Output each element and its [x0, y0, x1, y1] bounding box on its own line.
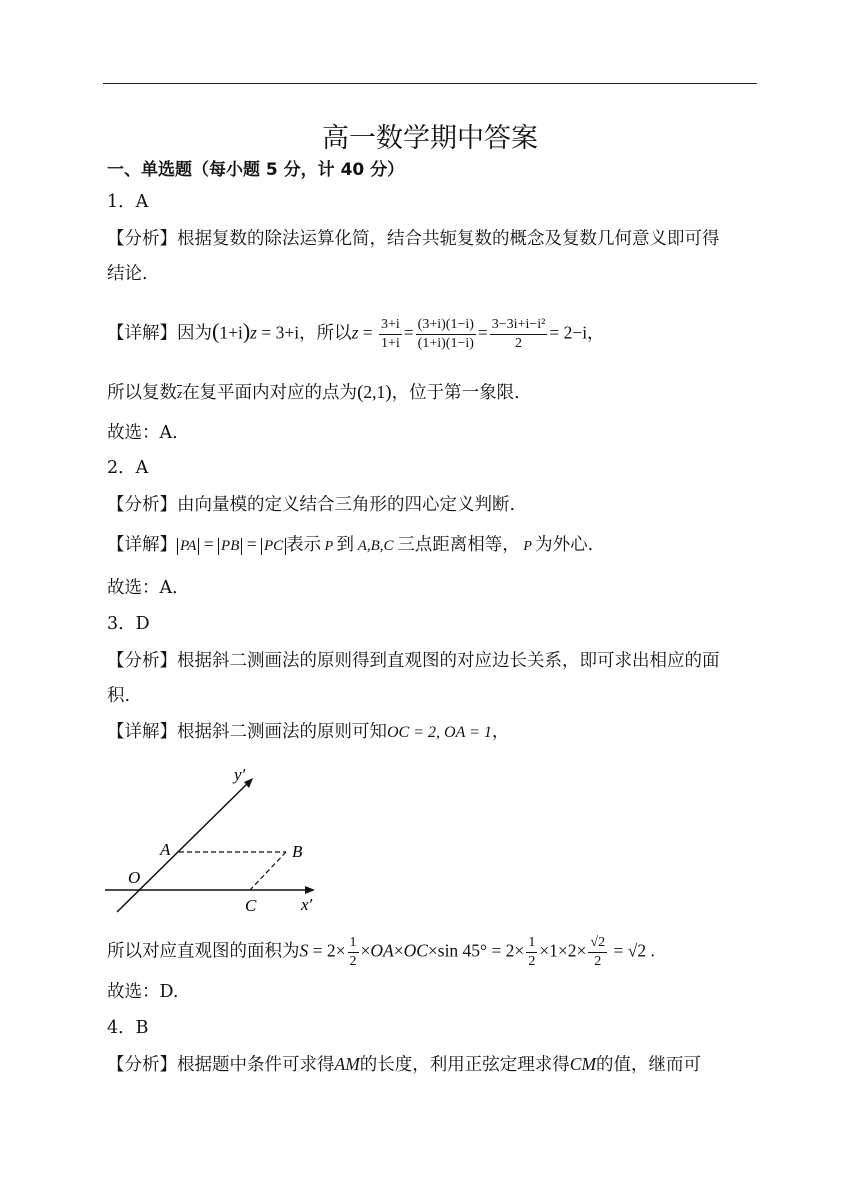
- q4-analysis-cm: CM: [569, 1054, 597, 1074]
- oblique-projection-diagram: [103, 760, 333, 920]
- page-title: 高一数学期中答案: [322, 123, 538, 154]
- point-a-label: A: [160, 840, 171, 859]
- q3-analysis: 【分析】根据斜二测画法的原则得到直观图的对应边长关系，即可求出相应的面: [107, 651, 720, 671]
- x-axis-label: x′: [301, 895, 313, 914]
- q3-detail-math: OC = 2, OA = 1: [387, 724, 492, 741]
- q2-choice: 故选：A．: [107, 578, 190, 598]
- header-rule: [103, 83, 757, 84]
- q2-detail-mid: 表示: [286, 535, 322, 555]
- q1-detail-line2: 所以复数$\overline{z}$在复平面内对应的点为(2,1)，位于第一象限.: [107, 382, 520, 403]
- q2-analysis: 【分析】由向量模的定义结合三角形的四心定义判断.: [107, 495, 516, 515]
- q1-detail-line2-c: ，位于第一象限.: [391, 383, 520, 403]
- q4-analysis: [107, 1056, 701, 1075]
- q2-label: 2．A: [107, 458, 149, 478]
- y-axis-line: [117, 780, 251, 912]
- q4-analysis-am: AM: [334, 1054, 360, 1074]
- q1-detail-line2-b: 在复平面内对应的点为: [182, 383, 358, 403]
- q2-detail-prefix: 【详解】: [107, 535, 177, 555]
- q2-detail-end: 为外心.: [535, 535, 594, 555]
- q4-label: 4．B: [107, 1018, 149, 1038]
- q3-detail-text: 【详解】根据斜二测画法的原则可知: [107, 722, 387, 742]
- x-axis-arrow: [305, 886, 315, 894]
- q2-detail-mid3: 三点距离相等，: [397, 535, 520, 555]
- q3-choice: 故选：D.: [107, 982, 179, 1002]
- q1-detail-prefix: 【详解】因为: [107, 323, 212, 344]
- section-heading: 一、单选题（每小题 5 分，计 40 分）: [107, 160, 405, 180]
- q1-detail-mid: ，所以: [299, 323, 352, 344]
- segment-bc: [250, 852, 286, 890]
- q4-analysis-b: 的长度，利用正弦定理求得: [359, 1055, 570, 1075]
- q2-detail-mid2: 到: [336, 535, 354, 555]
- q3-label: 3．D: [107, 614, 150, 634]
- point-c-label: C: [245, 896, 257, 915]
- q3-area-prefix: 所以对应直观图的面积为: [107, 941, 300, 962]
- q3-detail: 【详解】根据斜二测画法的原则可知OC = 2, OA = 1，: [107, 722, 510, 742]
- q1-analysis: 【分析】根据复数的除法运算化简，结合共轭复数的概念及复数几何意义即可得: [107, 229, 720, 249]
- q1-detail-line2-a: 所以复数: [107, 383, 177, 403]
- point-b-label: B: [292, 842, 303, 861]
- q3-analysis-cont: 积.: [107, 686, 131, 706]
- q1-detail: 【详解】因为(1+i)z = 3+i，所以z = $\frac{3+i}{1+i}$ = $\frac{(3+i)(1-i)}{(1+i)(1-i)}$ = $\frac{\text{3−3i+i−i²}}{2}$ = 2−i，: [107, 317, 605, 351]
- q3-area: 所以对应直观图的面积为S = 2× $\frac{1}{2}$ ×OA×OC×sin 45° = 2× $\frac{1}{2}$ ×1×2× $\frac{√2}{2}$ = √2 .: [107, 935, 655, 969]
- q4-analysis-a: 【分析】根据题中条件可求得: [107, 1055, 335, 1075]
- point-o-label: O: [128, 868, 141, 887]
- q1-choice: 故选：A.: [107, 423, 178, 443]
- q4-analysis-c: 的值，继而可: [596, 1055, 702, 1075]
- q2-detail: 【详解】 PA = PB = PC 表示 P 到 A,B,C 三点距离相等， P 为外心.: [107, 534, 594, 555]
- q1-analysis-cont: 结论.: [107, 264, 148, 284]
- q1-label: 1．A: [107, 192, 149, 212]
- y-axis-label: y′: [234, 765, 246, 784]
